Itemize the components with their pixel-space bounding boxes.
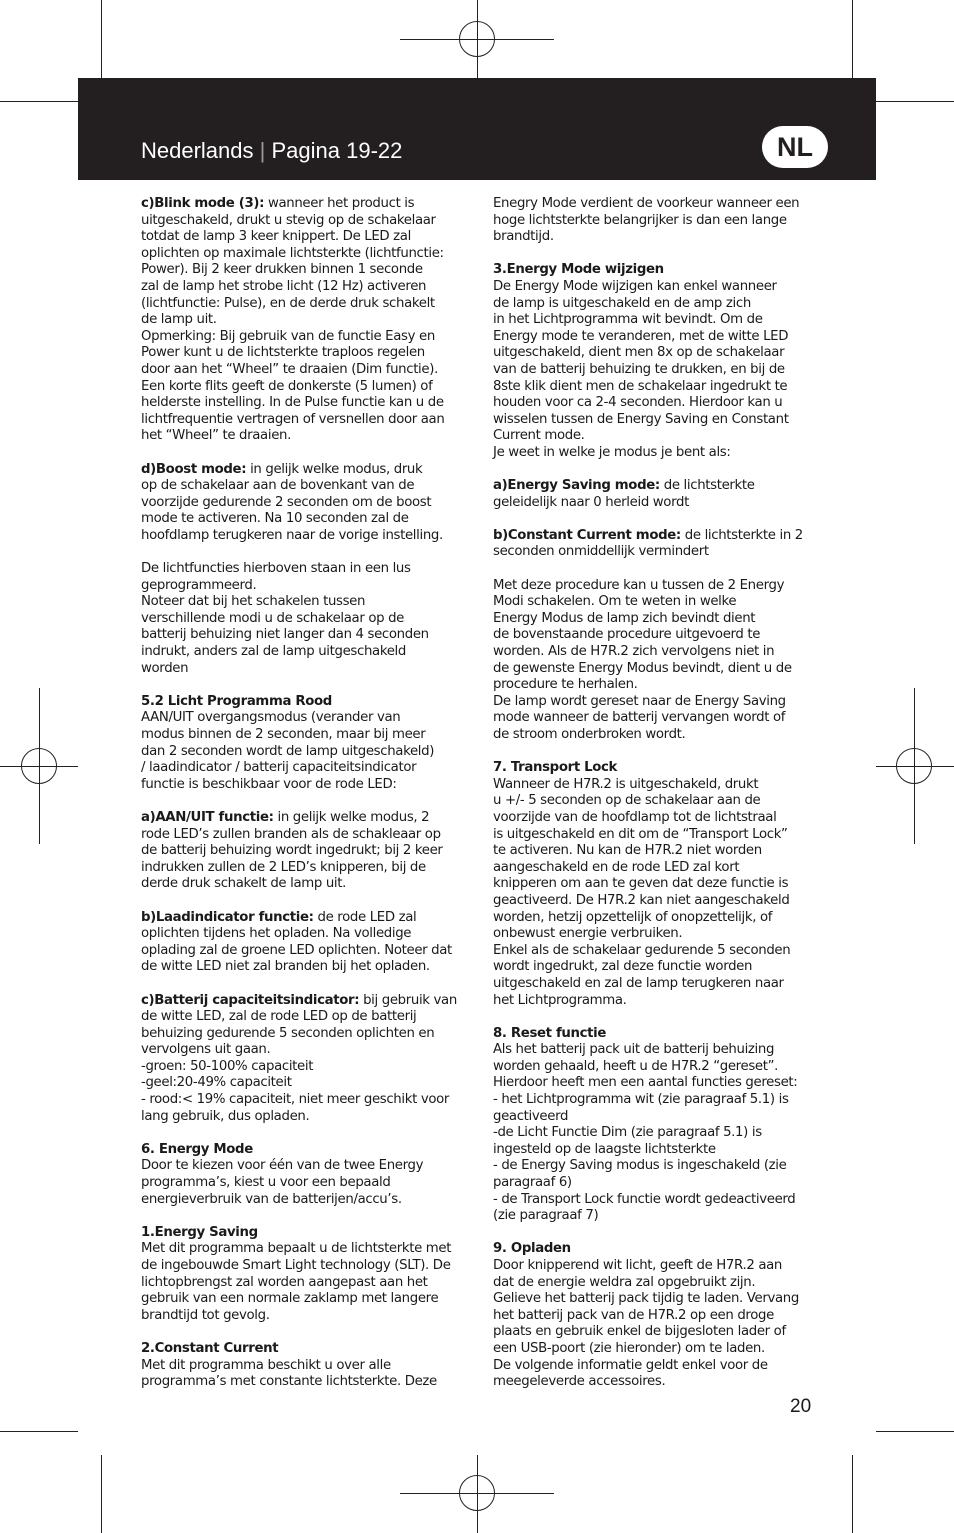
crop-mark <box>876 1431 954 1432</box>
section-heading: 3.Energy Mode wijzigen <box>493 262 664 278</box>
paragraph-heading: d)Boost mode: <box>141 461 247 477</box>
paragraph <box>141 1142 479 1208</box>
paragraph-heading: a)AAN/UIT functie: <box>141 809 274 825</box>
crop-mark <box>101 0 102 78</box>
paragraph-heading: c)Batterij capaciteitsindicator: <box>141 992 360 1008</box>
paragraph <box>493 1026 833 1225</box>
paragraph-text: Wanneer de H7R.2 is uitgeschakeld, drukt u +/- 5 seconden op de schakelaar aan de voorzijde van de hoofdlamp tot de lichtstraal is uitgeschakeld en dit om de “Transport Lock” te activeren. Nu kan de H7R.2 niet worden aangeschakeld en de rode LED zal kort knipperen om aan te geven dat deze functie is geactiveerd. De H7R.2 kan niet aangeschakeld worden, hetzij opzettelijk of onopzettelijk, of onbewust energie verbruiken. Enkel als de schakelaar gedurende 5 seconden wordt ingedrukt, zal deze functie worden uitgeschakeld en zal de lamp terugkeren naar het Lichtprogramma. <box>493 776 791 1008</box>
crop-mark <box>876 101 954 102</box>
paragraph <box>493 578 833 744</box>
section-heading: 6. Energy Mode <box>141 1141 253 1157</box>
page-range-label: Pagina 19-22 <box>271 138 403 163</box>
paragraph-text: Door knipperend wit licht, geeft de H7R.2 aan dat de energie weldra zal opgebruikt zijn. Gelieve het batterij pack tijdig te laden. Vervang het batterij pack van de H7R.2 op een droge plaats en gebruik enkel de bijgesloten lader of een USB-poort (zie hieronder) om te laden. De volgende informatie geldt enkel voor de meegeleverde accessoires. <box>493 1258 799 1390</box>
paragraph-text: Als het batterij pack uit de batterij behuizing worden gehaald, heeft u de H7R.2 “gereset”. Hierdoor heeft men een aantal functies gereset: - het Lichtprogramma wit (zie paragraaf 5.1) is geactiveerd -de Licht Functie Dim (zie paragraaf 5.1) is ingesteld op de laagste lichtsterkte - de Energy Saving modus is ingeschakeld (zie paragraaf 6) - de Transport Lock functie wordt gedeactiveerd (zie paragraaf 7) <box>493 1042 798 1224</box>
paragraph-text: Door te kiezen voor één van de twee Energy programma’s, kiest u voor een bepaald energieverbruik van de batterijen/accu’s. <box>141 1158 424 1207</box>
paragraph-text: bij gebruik van de witte LED, zal de rode LED op de batterij behuizing gedurende 5 seconden oplichten en vervolgens uit gaan. -groen: 50-100% capaciteit -geel:20-49% capaciteit - rood:< 19% capaciteit, niet meer geschikt voor lang gebruik, dus opladen. <box>141 992 457 1124</box>
paragraph <box>141 462 479 545</box>
paragraph-text: Met dit programma bepaalt u de lichtsterkte met de ingebouwde Smart Light technology (SLT). De lichtopbrengst zal worden aangepast aan het gebruik van een normale zaklamp met langere brandtijd tot gevolg. <box>141 1241 452 1323</box>
page-title <box>141 138 402 164</box>
paragraph-text: wanneer het product is uitgeschakeld, drukt u stevig op de schakelaar totdat de lamp 3 keer knippert. De LED zal oplichten op maximale lichtsterkte (lichtfunctie: Power). Bij 2 keer drukken binnen 1 seconde zal de lamp het strobe licht (12 Hz) activeren (lichtfunctie: Pulse), en de derde druk schakelt de lamp uit. Opmerking: Bij gebruik van de functie Easy en Power kunt u de lichtsterkte traploos regelen door aan het “Wheel” te draaien (Dim functie). Een korte flits geeft de donkerste (5 lumen) of helderste instelling. In de Pulse functie kan u de lichtfrequentie vertragen of versnellen door aan het “Wheel” te draaien. <box>141 196 445 444</box>
crop-mark <box>101 1455 102 1533</box>
header-band <box>78 78 876 180</box>
paragraph-heading: a)Energy Saving mode: <box>493 478 660 494</box>
paragraph-text: de rode LED zal oplichten tijdens het opladen. Na volledige oplading zal de groene LED oplichten. Noteer dat de witte LED niet zal branden bij het opladen. <box>141 909 452 975</box>
paragraph <box>141 993 479 1126</box>
section-heading: 1.Energy Saving <box>141 1224 258 1240</box>
paragraph <box>493 262 833 461</box>
paragraph-text: Enegry Mode verdient de voorkeur wanneer een hoge lichtsterkte belangrijker is dan een lange brandtijd. <box>493 196 800 245</box>
paragraph <box>141 910 479 976</box>
language-badge: NL <box>762 126 828 168</box>
paragraph-text: De Energy Mode wijzigen kan enkel wanneer de lamp is uitgeschakeld en de amp zich in het Lichtprogramma wit bevindt. Om de Energy mode te veranderen, met de witte LED uitgeschakeld, dient men 8x op de schakelaar van de batterij behuizing te drukken, en bij de 8ste klik dient men de schakelaar ingedrukt te houden voor ca 2-4 seconden. Hierdoor kan u wisselen tussen de Energy Saving en Constant Current mode. Je weet in welke je modus je bent als: <box>493 278 789 460</box>
crop-mark <box>0 1431 78 1432</box>
paragraph-text: de lichtsterkte geleidelijk naar 0 herleid wordt <box>493 478 755 510</box>
title-separator: | <box>259 138 266 163</box>
crop-mark <box>0 101 78 102</box>
paragraph <box>493 760 833 1009</box>
paragraph-text: AAN/UIT overgangsmodus (verander van modus binnen de 2 seconden, maar bij meer dan 2 seconden wordt de lamp uitgeschakeld) / laadindicator / batterij capaciteitsindicator functie is beschikbaar voor de rode LED: <box>141 710 435 792</box>
paragraph-heading: b)Constant Current mode: <box>493 527 681 543</box>
crop-mark <box>852 1455 853 1533</box>
paragraph-text: de lichtsterkte in 2 seconden onmiddellijk vermindert <box>493 527 803 560</box>
paragraph <box>141 810 479 893</box>
paragraph-heading: b)Laadindicator functie: <box>141 909 314 925</box>
paragraph-text: in gelijk welke modus, 2 rode LED’s zullen branden als de schakleaar op de batterij behuizing wordt ingedrukt; bij 2 keer indrukken zullen de 2 LED’s knipperen, bij de derde druk schakelt de lamp uit. <box>141 809 443 892</box>
paragraph <box>141 1341 479 1391</box>
paragraph <box>493 196 833 246</box>
page-number: 20 <box>790 1396 812 1417</box>
crop-mark <box>852 0 853 78</box>
section-heading: 5.2 Licht Programma Rood <box>141 693 332 709</box>
section-heading: 7. Transport Lock <box>493 760 618 776</box>
section-heading: 2.Constant Current <box>141 1340 279 1356</box>
paragraph <box>493 478 833 511</box>
paragraph <box>141 196 479 445</box>
paragraph <box>493 528 833 561</box>
language-label: Nederlands <box>141 138 254 163</box>
paragraph-text: De lichtfuncties hierboven staan in een lus geprogrammeerd. Noteer dat bij het schakelen tussen verschillende modi u de schakelaar op de batterij behuizing niet langer dan 4 seconden indrukt, anders zal de lamp uitgeschakeld worden <box>141 561 429 676</box>
paragraph <box>493 1241 833 1390</box>
section-heading: 9. Opladen <box>493 1241 571 1257</box>
paragraph <box>141 1225 479 1325</box>
paragraph-text: in gelijk welke modus, druk op de schakelaar aan de bovenkant van de voorzijde gedurende 2 seconden om de boost mode te activeren. Na 10 seconden zal de hoofdlamp terugkeren naar de vorige instelling. <box>141 461 443 543</box>
paragraph-text: Met deze procedure kan u tussen de 2 Energy Modi schakelen. Om te weten in welke Energy Modus de lamp zich bevindt dient de bovenstaande procedure uitgevoerd te worden. Als de H7R.2 zich vervolgens niet in de gewenste Energy Modus bevindt, dient u de procedure te herhalen. De lamp wordt gereset naar de Energy Saving mode wanneer de batterij vervangen wordt of de stroom onderbroken wordt. <box>493 577 792 742</box>
paragraph <box>141 561 479 677</box>
paragraph <box>141 694 479 794</box>
paragraph-text: Met dit programma beschikt u over alle programma’s met constante lichtsterkte. Deze <box>141 1357 437 1390</box>
text-column-right <box>493 196 833 1407</box>
section-heading: 8. Reset functie <box>493 1025 607 1041</box>
text-column-left <box>141 196 479 1407</box>
paragraph-heading: c)Blink mode (3): <box>141 196 265 211</box>
